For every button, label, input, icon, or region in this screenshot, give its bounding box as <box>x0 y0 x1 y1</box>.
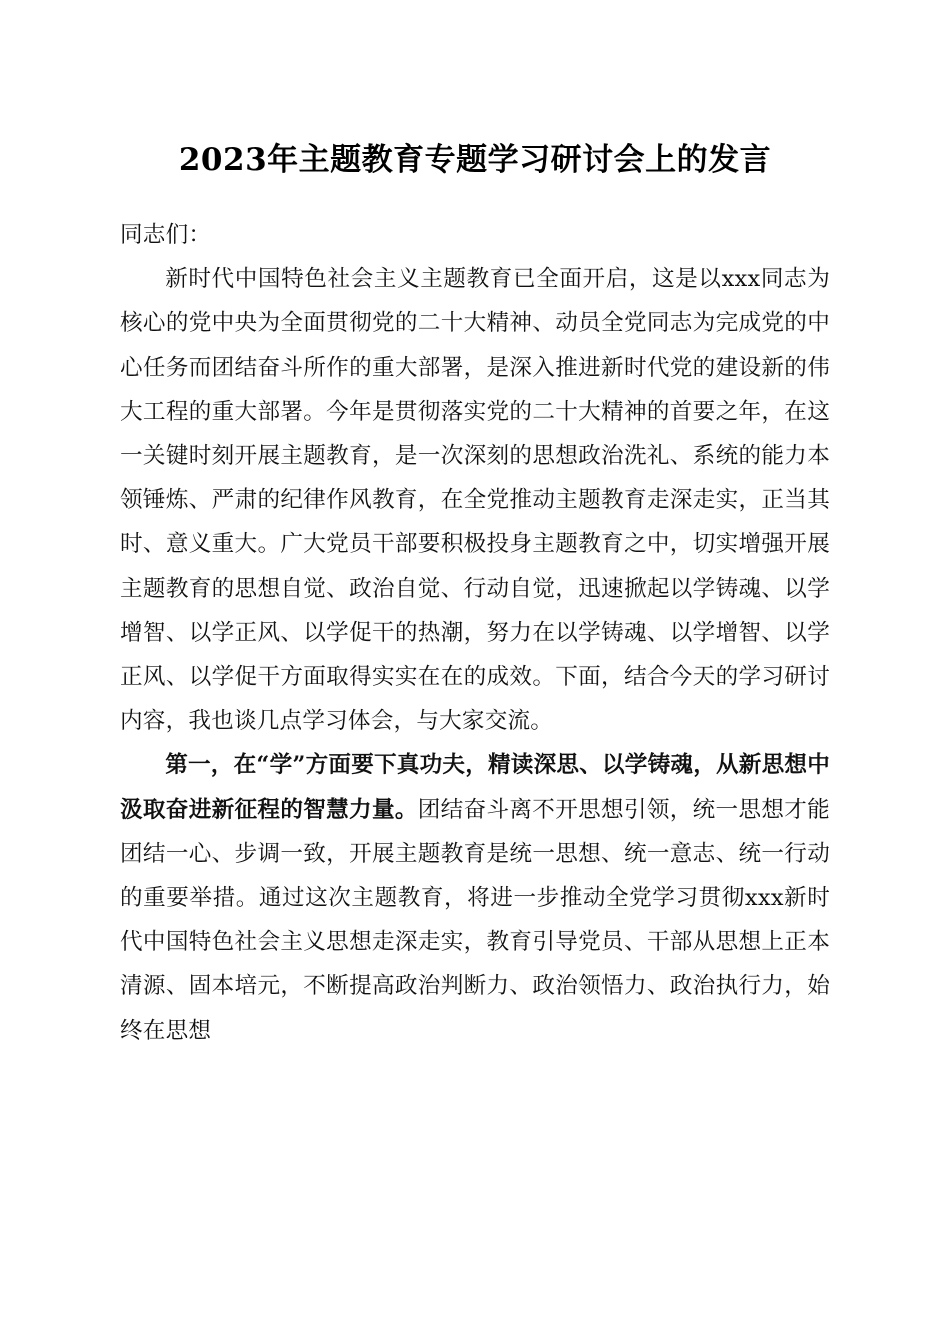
paragraph-first-point-body: 团结奋斗离不开思想引领，统一思想才能团结一心、步调一致，开展主题教育是统一思想、统一意志、统一行动的重要举措。通过这次主题教育，将进一步推动全党学习贯彻xxx新时代中国特色社会主义思想走深走实，教育引导党员、干部从思想上正本清源、固本培元，不断提高政治判断力、政治领悟力、政治执行力，始终在思想 <box>120 796 830 1044</box>
salutation: 同志们： <box>120 222 212 248</box>
document-body <box>120 213 830 1053</box>
paragraph-first-point-heading: 第一，在“学”方面要下真功夫，精读深思、以学铸魂，从新思想中汲取奋进新征程的智慧力量。 <box>120 752 830 823</box>
document-title: 2023年主题教育专题学习研讨会上的发言 <box>178 142 772 178</box>
paragraph-intro: 新时代中国特色社会主义主题教育已全面开启，这是以xxx同志为核心的党中央为全面贯彻党的二十大精神、动员全党同志为完成党的中心任务而团结奋斗所作的重大部署，是深入推进新时代党的建设新的伟大工程的重大部署。今年是贯彻落实党的二十大精神的首要之年，在这一关键时刻开展主题教育，是一次深刻的思想政治洗礼、系统的能力本领锤炼、严肃的纪律作风教育，在全党推动主题教育走深走实，正当其时、意义重大。广大党员干部要积极投身主题教育之中，切实增强开展主题教育的思想自觉、政治自觉、行动自觉，迅速掀起以学铸魂、以学增智、以学正风、以学促干的热潮，努力在以学铸魂、以学增智、以学正风、以学促干方面取得实实在在的成效。下面，结合今天的学习研讨内容，我也谈几点学习体会，与大家交流。 <box>120 266 830 735</box>
paragraph-first-point <box>120 743 830 1052</box>
